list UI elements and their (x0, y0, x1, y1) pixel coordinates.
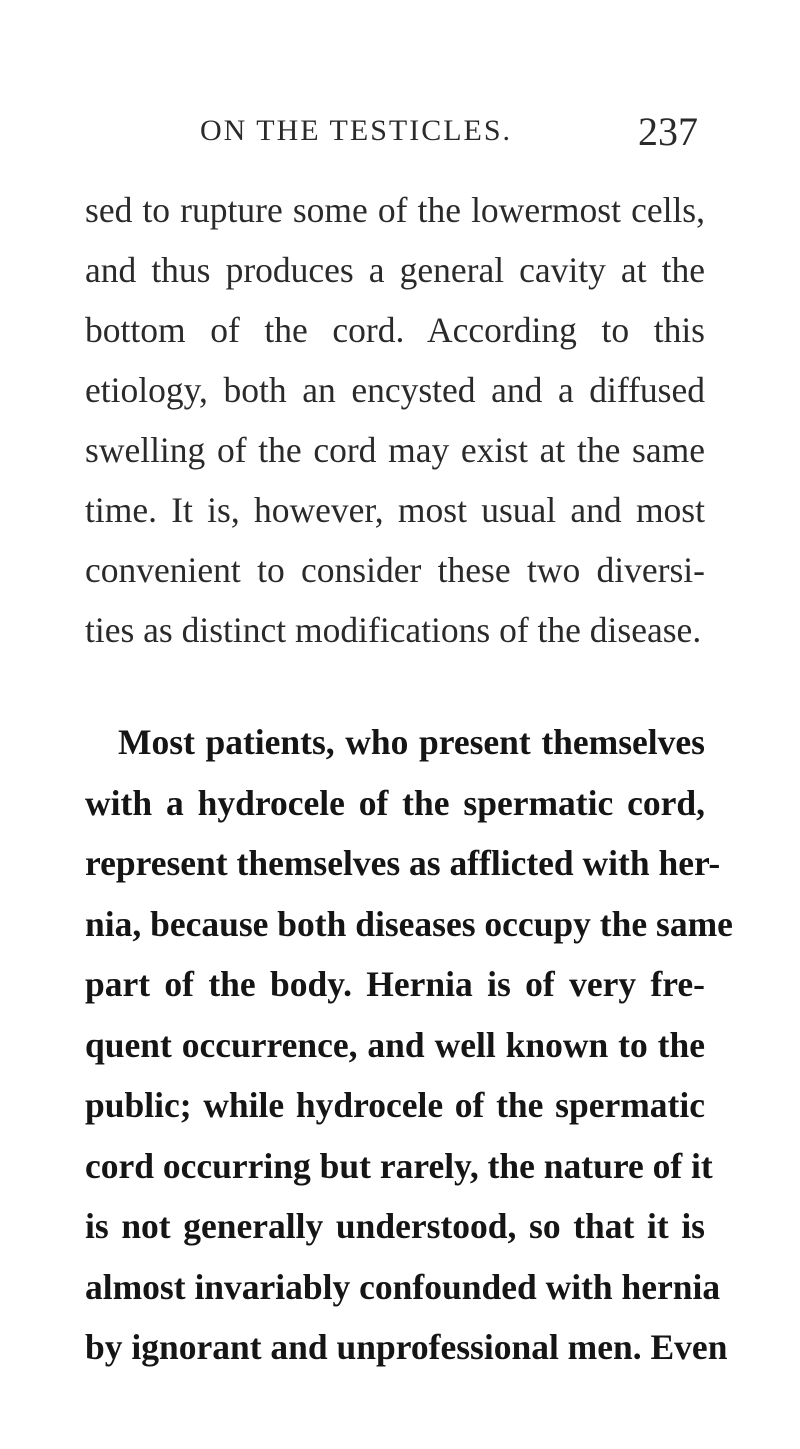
text-line: sed to rupture some of the lowermost cells, (85, 190, 705, 230)
text-line: bottom of the cord. According to this (85, 310, 705, 350)
text-line: represent themselves as afflicted with her- (85, 843, 721, 883)
text-line: nia, because both diseases occupy the same (85, 903, 733, 944)
text-line: and thus produces a general cavity at the (85, 250, 705, 290)
text-line: is not generally understood, so that it is (85, 1206, 705, 1246)
text-line: time. It is, however, most usual and most (85, 490, 705, 530)
text-line: cord occurring but rarely, the nature of it (85, 1145, 713, 1186)
text-line: etiology, both an encysted and a diffused (85, 370, 705, 410)
running-head (0, 108, 800, 158)
paragraph-2 (85, 712, 733, 1378)
paragraph-1 (85, 180, 705, 660)
text-line: convenient to consider these two diversi- (85, 550, 705, 590)
text-line: public; while hydrocele of the spermatic (85, 1085, 705, 1125)
text-line: by ignorant and unprofessional men. Even (85, 1327, 728, 1367)
text-line: almost invariably confounded with hernia (85, 1266, 721, 1307)
running-title: ON THE TESTICLES. (200, 114, 513, 147)
text-line: with a hydrocele of the spermatic cord, (85, 782, 705, 823)
text-line: swelling of the cord may exist at the same (85, 430, 705, 470)
body-text (85, 180, 733, 1378)
text-line: quent occurrence, and well known to the (85, 1024, 705, 1065)
text-line: ties as distinct modifications of the disease. (85, 610, 702, 650)
text-line: Most patients, who present themselves (118, 722, 705, 762)
text-line: part of the body. Hernia is of very fre- (85, 964, 705, 1004)
page-number: 237 (638, 109, 698, 154)
